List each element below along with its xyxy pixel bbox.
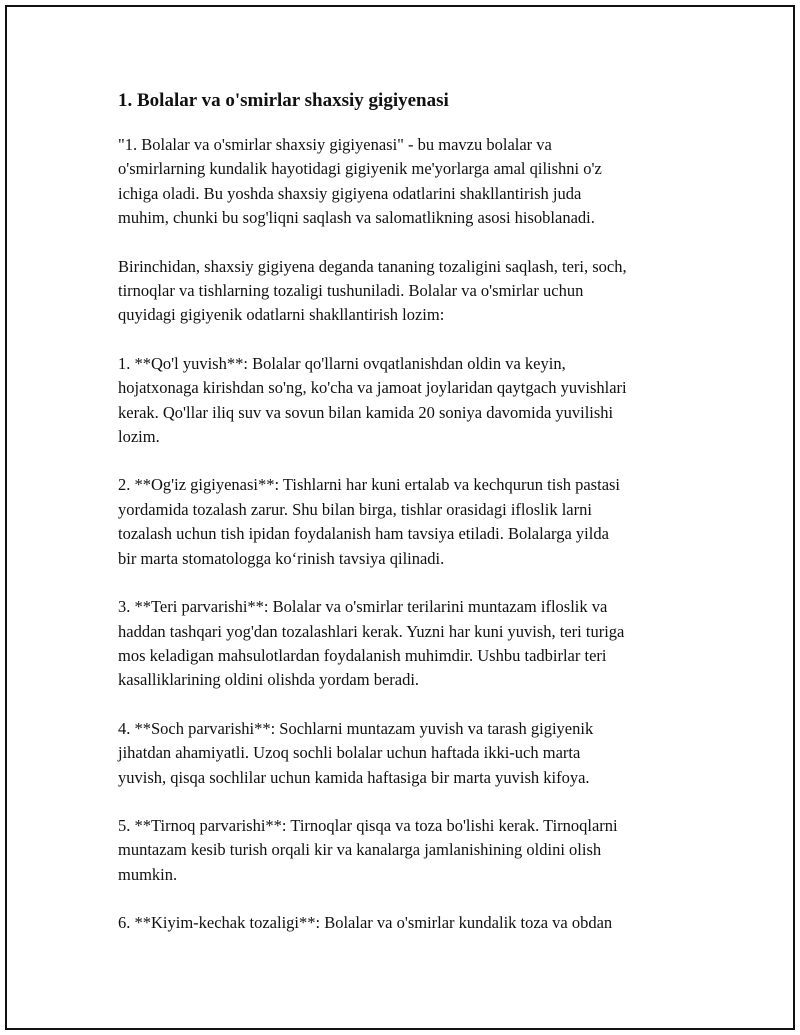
text-line: kerak. Qo'llar iliq suv va sovun bilan kamida 20 soniya davomida yuvilishi <box>118 402 614 422</box>
text-line: hojatxonaga kirishdan so'ng, ko'cha va jamoat joylaridan qaytgach yuvishlari <box>118 378 627 398</box>
text-line: tirnoqlar va tishlarning tozaligi tushuniladi. Bolalar va o'smirlar uchun <box>118 281 584 301</box>
text-line: Birinchidan, shaxsiy gigiyena deganda tananing tozaligini saqlash, teri, soch, <box>118 256 627 276</box>
text-line: 4. **Soch parvarishi**: Sochlarni muntazam yuvish va tarash gigiyenik <box>118 718 594 738</box>
text-line: mos keladigan mahsulotlardan foydalanish muhimdir. Ushbu tadbirlar teri <box>118 645 607 665</box>
text-line: ichiga oladi. Bu yoshda shaxsiy gigiyena odatlarini shakllantirish juda <box>118 183 582 203</box>
text-line: 5. **Tirnoq parvarishi**: Tirnoqlar qisqa va toza bo'lishi kerak. Tirnoqlarni <box>118 815 618 835</box>
hair-care-paragraph <box>118 717 688 790</box>
text-line: muntazam kesib turish orqali kir va kanalarga jamlanishining oldini olish <box>118 840 602 860</box>
text-line: 3. **Teri parvarishi**: Bolalar va o'smirlar terilarini muntazam ifloslik va <box>118 597 608 617</box>
nail-care-paragraph <box>118 814 688 887</box>
text-line: tozalash uchun tish ipidan foydalanish ham tavsiya etiladi. Bolalarga yilda <box>118 524 609 544</box>
text-line: jihatdan ahamiyatli. Uzoq sochli bolalar uchun haftada ikki-uch marta <box>118 743 581 763</box>
text-line: quyidagi gigiyenik odatlarni shakllantirish lozim: <box>118 305 445 325</box>
text-line: yordamida tozalash zarur. Shu bilan birga, tishlar orasidagi ifloslik larni <box>118 499 592 519</box>
hand-washing-paragraph <box>118 352 688 450</box>
text-line: yuvish, qisqa sochlilar uchun kamida haftasiga bir marta yuvish kifoya. <box>118 767 590 787</box>
oral-hygiene-paragraph <box>118 473 688 571</box>
document-title: 1. Bolalar va o'smirlar shaxsiy gigiyenasi <box>118 90 449 111</box>
text-line: muhim, chunki bu sog'liqni saqlash va salomatlikning asosi hisoblanadi. <box>118 208 595 228</box>
clothing-paragraph <box>118 911 688 935</box>
text-line: haddan tashqari yog'dan tozalashlari kerak. Yuzni har kuni yuvish, teri turiga <box>118 621 625 641</box>
text-line: o'smirlarning kundalik hayotidagi gigiyenik me'yorlarga amal qilishni o'z <box>118 159 602 179</box>
document-body <box>118 88 688 960</box>
intro-paragraph <box>118 133 688 231</box>
text-line: mumkin. <box>118 864 178 884</box>
text-line: "1. Bolalar va o'smirlar shaxsiy gigiyenasi" - bu mavzu bolalar va <box>118 135 552 154</box>
text-line: 1. **Qo'l yuvish**: Bolalar qo'llarni ovqatlanishdan oldin va keyin, <box>118 353 566 373</box>
text-line: kasalliklarining oldini olishda yordam beradi. <box>118 670 420 690</box>
text-line: 2. **Og'iz gigiyenasi**: Tishlarni har kuni ertalab va kechqurun tish pastasi <box>118 475 621 495</box>
text-line: 6. **Kiyim-kechak tozaligi**: Bolalar va o'smirlar kundalik toza va obdan <box>118 913 613 933</box>
skin-care-paragraph <box>118 595 688 693</box>
text-line: lozim. <box>118 427 160 447</box>
text-line: bir marta stomatologga koʻrinish tavsiya qilinadi. <box>118 548 445 568</box>
definition-paragraph <box>118 255 688 328</box>
